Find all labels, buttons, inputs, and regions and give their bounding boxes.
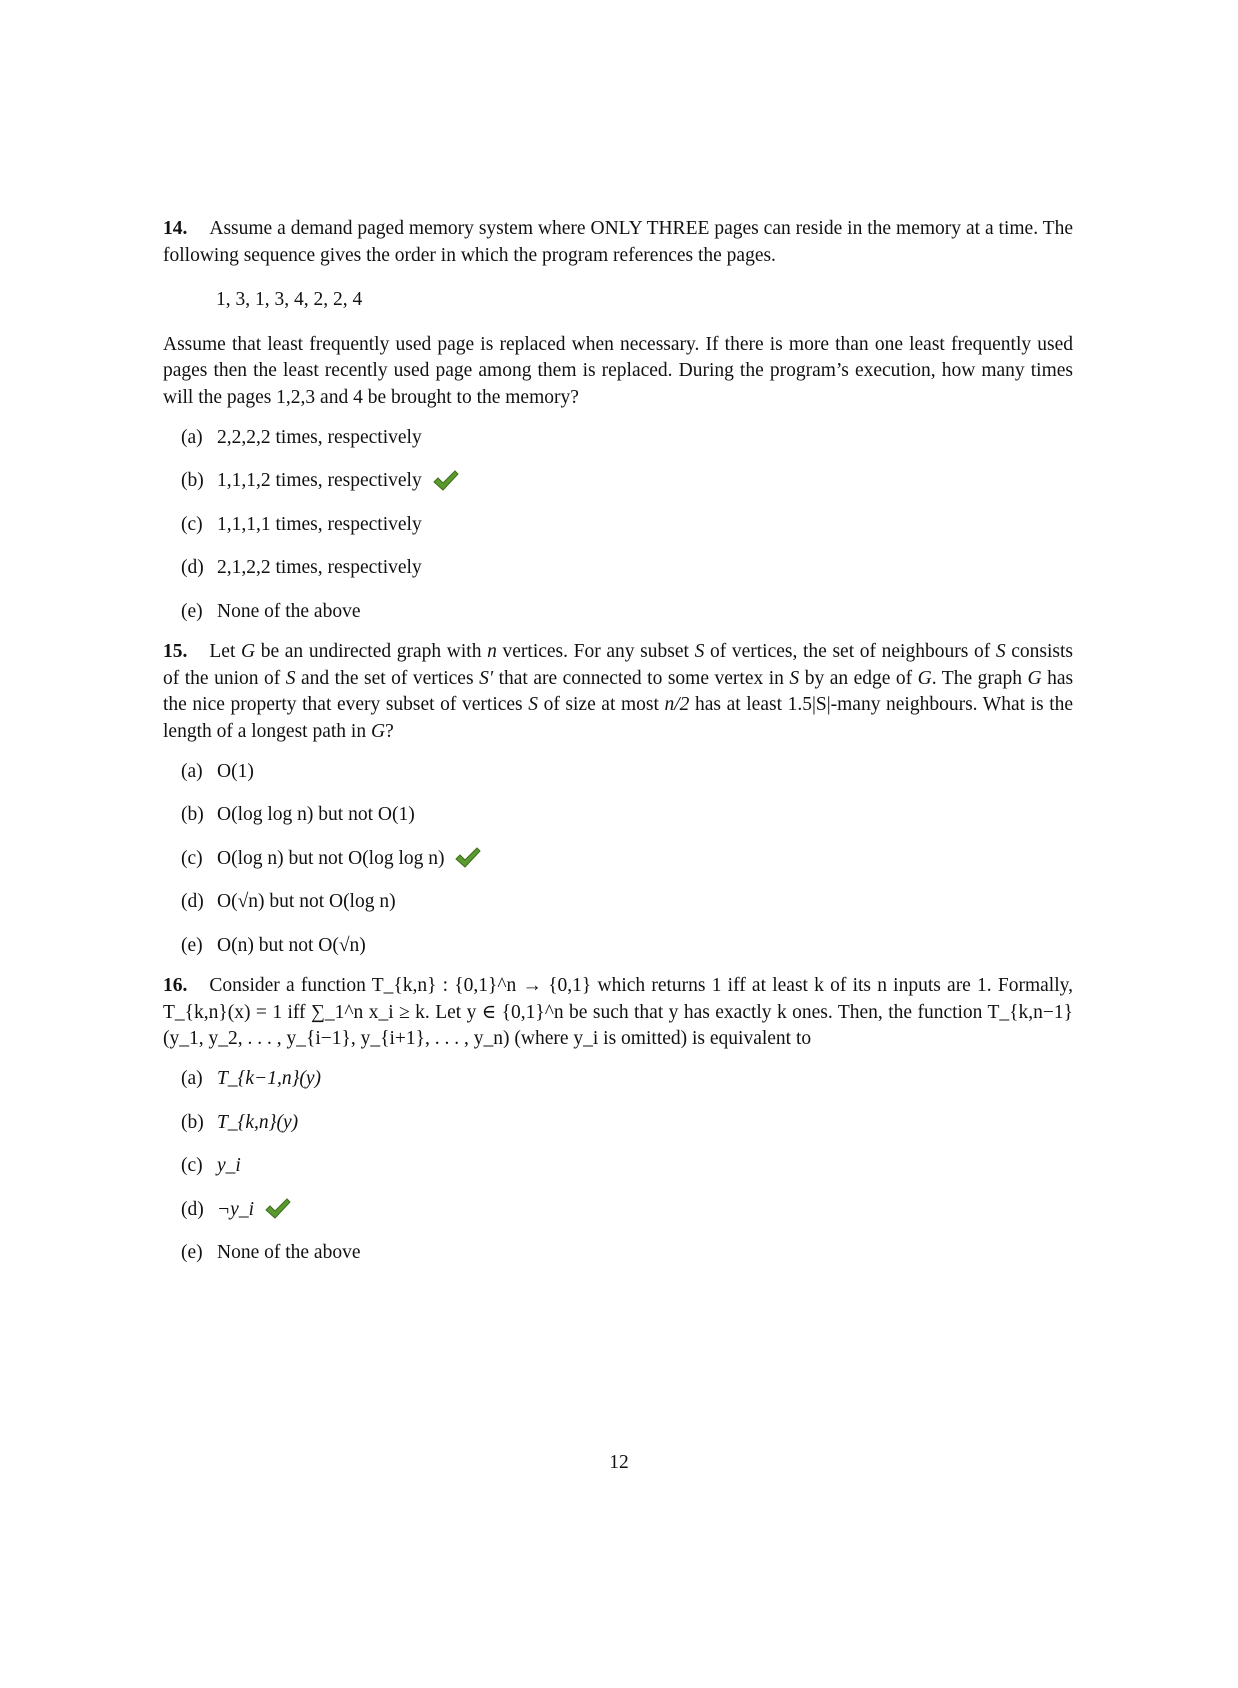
text: -many neighbours. What is the length of a longest path in [163, 694, 1074, 742]
option-a[interactable] [181, 1067, 1073, 1093]
question-number: 15. [163, 641, 188, 662]
option-c[interactable] [181, 512, 1073, 538]
question-text-line: Formally, T_{k,n}(x) = 1 iff ∑_1^n x_i ≥ k. Let y ∈ {0,1}^n be such that y has exactly k ones. Then, the [163, 975, 1073, 1023]
option-a[interactable] [181, 425, 1073, 451]
math: G [241, 641, 256, 662]
question-number: 16. [163, 975, 188, 996]
option-e[interactable] [181, 933, 1073, 959]
option-label: (e) [181, 934, 203, 956]
option-c[interactable] [181, 846, 1073, 872]
option-d[interactable] [181, 556, 1073, 582]
text: Let [209, 641, 236, 662]
option-text: 2,2,2,2 times, respectively [217, 426, 422, 448]
option-label: (a) [181, 760, 203, 782]
option-text: y_i [217, 1155, 241, 1177]
text: . The graph [931, 667, 1023, 689]
math: 1.5|S| [787, 694, 831, 715]
math: S [285, 667, 296, 689]
option-d[interactable] [181, 890, 1073, 916]
question-text-line: function T_{k,n−1}(y_1, y_2, . . . , y_{i−1}, y_{i+1}, . . . , y_n) (where y_i is omitted) is equivalent to [163, 1001, 1074, 1049]
option-text: ¬y_i [217, 1198, 254, 1220]
text: be an undirected graph with [260, 641, 482, 662]
math: n [487, 641, 497, 662]
option-b[interactable] [181, 469, 1073, 495]
checkmark-icon [264, 1197, 294, 1223]
option-label: (b) [181, 1111, 204, 1133]
math: S [995, 641, 1006, 662]
option-b[interactable] [181, 1110, 1073, 1136]
option-label: (c) [181, 847, 203, 869]
option-label: (a) [181, 426, 203, 448]
option-text: O(log n) but not O(log log n) [217, 847, 445, 869]
option-label: (d) [181, 891, 204, 913]
text: has the nice property that every subset of vertices [163, 667, 1074, 715]
option-d[interactable] [181, 1197, 1073, 1223]
text: of vertices, the set of neighbours of [709, 641, 991, 662]
math: S [694, 641, 705, 662]
question-15 [163, 639, 1073, 959]
question-14-stem [163, 216, 1073, 269]
option-text: T_{k−1,n}(y) [217, 1068, 322, 1090]
option-e[interactable] [181, 1241, 1073, 1267]
text: that are connected to some vertex in [498, 667, 784, 689]
option-e[interactable] [181, 599, 1073, 625]
page-number: 12 [609, 1452, 629, 1473]
page-content [163, 216, 1073, 1281]
text: consists of the union of [163, 641, 1073, 689]
option-text: O(√n) but not O(log n) [217, 891, 396, 913]
options-list [181, 1067, 1073, 1267]
option-text: None of the above [217, 1242, 361, 1264]
math: G [1027, 667, 1042, 689]
option-label: (d) [181, 1198, 204, 1220]
question-15-stem [163, 639, 1073, 745]
option-label: (b) [181, 470, 204, 492]
text: has at least [695, 694, 782, 715]
page-reference-sequence: 1, 3, 1, 3, 4, 2, 2, 4 [216, 289, 363, 310]
math: S′ [479, 667, 494, 689]
math: n/2 [664, 694, 690, 715]
option-label: (b) [181, 804, 204, 826]
math: G [370, 720, 386, 742]
options-list [181, 759, 1073, 959]
question-14-text: Assume that least frequently used page is replaced when necessary. If there is more than one least frequently used pages then the least recently used page among them is replaced. During the program’s execution, how many times will the pages 1,2,3 and 4 be brought to the memory? [163, 333, 1073, 408]
option-label: (d) [181, 557, 204, 579]
question-14 [163, 216, 1073, 625]
option-text: None of the above [217, 600, 361, 622]
question-16 [163, 973, 1073, 1267]
question-text: Assume a demand paged memory system where ONLY THREE pages can reside in the memory at a time. The following sequence gives the order in which the program references the pages. [163, 218, 1073, 266]
option-label: (c) [181, 513, 203, 535]
option-label: (a) [181, 1068, 203, 1090]
text: vertices. For any subset [502, 641, 689, 662]
option-label: (e) [181, 1242, 203, 1264]
option-label: (c) [181, 1155, 203, 1177]
math: G [917, 667, 932, 689]
option-c[interactable] [181, 1154, 1073, 1180]
math: S [789, 667, 800, 689]
option-text: T_{k,n}(y) [217, 1111, 299, 1133]
option-text: O(n) but not O(√n) [217, 934, 366, 956]
option-text: O(1) [217, 760, 254, 782]
option-b[interactable] [181, 803, 1073, 829]
math: S [528, 694, 538, 715]
question-text-line: Consider a function T_{k,n} : {0,1}^n → {0,1} which returns 1 iff at least k of its n inputs are 1. [209, 975, 992, 996]
option-text: O(log log n) but not O(1) [217, 804, 415, 826]
options-list [181, 425, 1073, 625]
question-number: 14. [163, 218, 188, 239]
text: by an edge of [804, 667, 913, 689]
text: ? [385, 720, 394, 742]
option-text: 2,1,2,2 times, respectively [217, 557, 422, 579]
option-label: (e) [181, 600, 203, 622]
checkmark-icon [432, 469, 462, 495]
checkmark-icon [454, 846, 484, 872]
question-16-stem [163, 973, 1073, 1053]
text: and the set of vertices [301, 667, 474, 689]
option-a[interactable] [181, 759, 1073, 785]
option-text: 1,1,1,2 times, respectively [217, 470, 422, 492]
text: of size at most [543, 694, 659, 715]
option-text: 1,1,1,1 times, respectively [217, 513, 422, 535]
